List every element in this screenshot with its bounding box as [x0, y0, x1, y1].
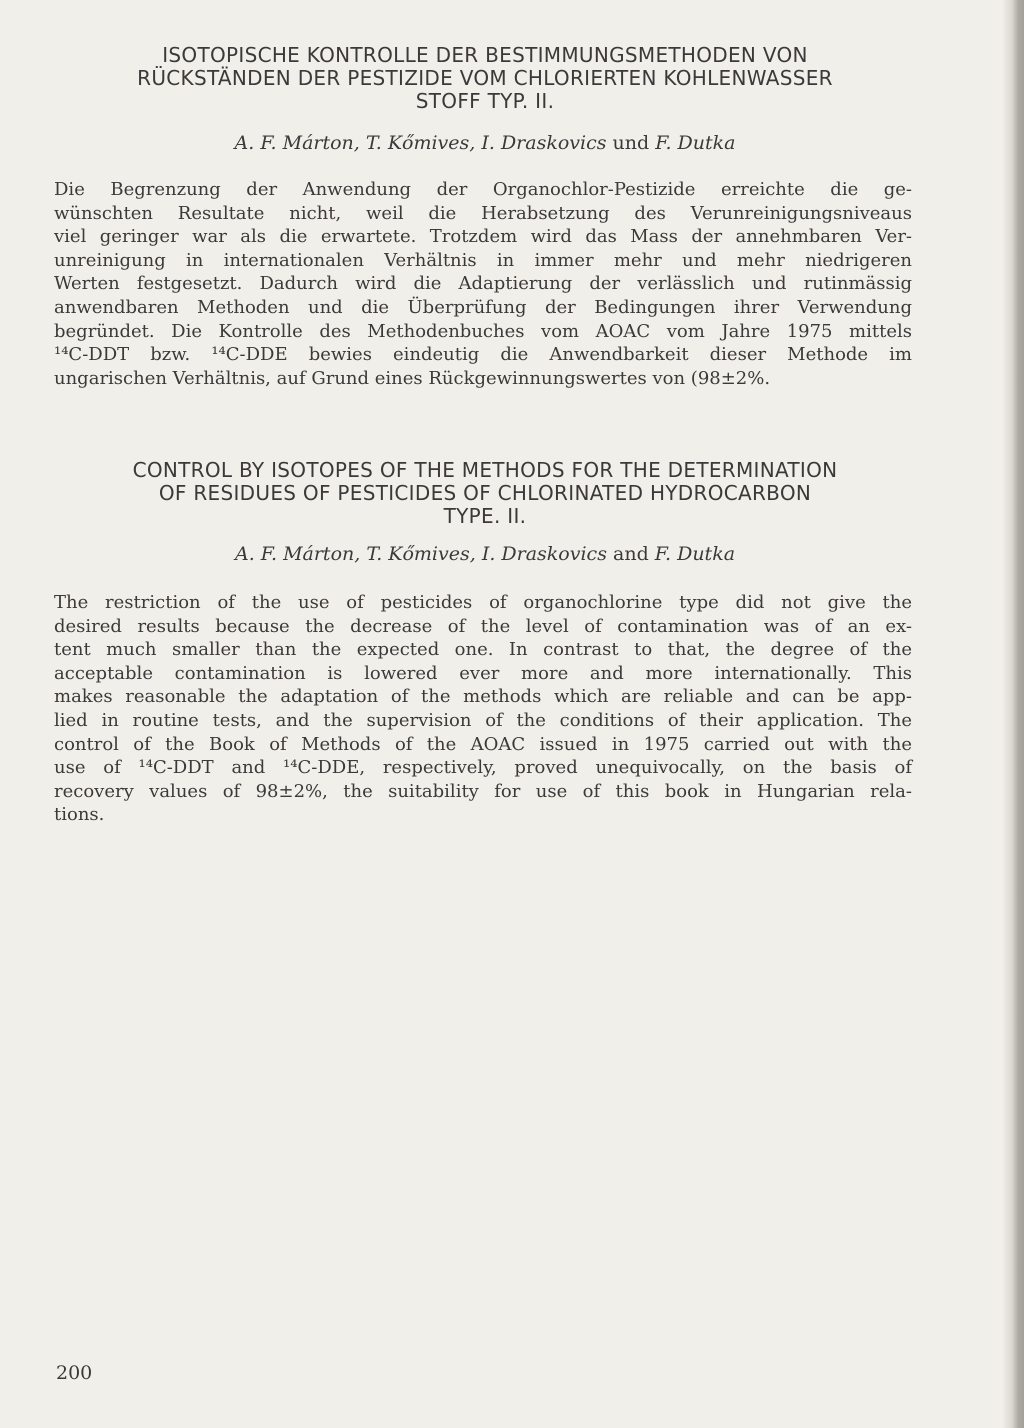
english-title	[50, 459, 920, 528]
german-abstract-line: unreinigung in internationalen Verhältnis in immer mehr und mehr niedrigeren	[54, 249, 912, 271]
page-edge-shadow	[1002, 0, 1024, 1428]
german-abstract-line: Werten festgesetzt. Dadurch wird die Adaptierung der verlässlich und rutinmässig	[54, 273, 912, 295]
english-author-joiner: and	[613, 543, 655, 565]
english-abstract-line: The restriction of the use of pesticides of organochlorine type did not give the	[54, 592, 912, 613]
english-abstract-line: makes reasonable the adaptation of the methods which are reliable and can be app-	[54, 686, 912, 708]
english-abstract-line: tions.	[54, 804, 105, 826]
german-abstract-line: wünschten Resultate nicht, weil die Herabsetzung des Verunreinigungsniveaus	[54, 202, 912, 224]
german-title	[50, 44, 920, 113]
german-abstract-line: anwendbaren Methoden und die Überprüfung der Bedingungen ihrer Verwendung	[54, 296, 912, 318]
german-author-joiner: und	[612, 132, 656, 154]
german-title-line: RÜCKSTÄNDEN DER PESTIZIDE VOM CHLORIERTEN KOHLENWASSER	[137, 66, 833, 90]
german-abstract	[54, 178, 912, 390]
english-title-line: CONTROL BY ISOTOPES OF THE METHODS FOR THE DETERMINATION	[132, 458, 838, 482]
german-abstract-line: viel geringer war als die erwartete. Trotzdem wird das Mass der annehmbaren Ver-	[54, 226, 912, 248]
german-title-line: STOFF TYP. II.	[415, 89, 555, 113]
english-title-line: OF RESIDUES OF PESTICIDES OF CHLORINATED HYDROCARBON	[158, 481, 812, 505]
english-title-line: TYPE. II.	[443, 504, 527, 528]
english-abstract-line: lied in routine tests, and the supervision of the conditions of their application. The	[54, 709, 912, 731]
english-abstract-line: control of the Book of Methods of the AOAC issued in 1975 carried out with the	[54, 733, 912, 755]
english-authors	[50, 542, 920, 566]
german-author-list: A. F. Márton, T. Kőmives, I. Draskovics	[234, 132, 607, 154]
english-abstract-line: desired results because the decrease of the level of contamination was of an ex-	[54, 615, 912, 637]
english-last-author: F. Dutka	[654, 543, 736, 565]
english-author-list: A. F. Márton, T. Kőmives, I. Draskovics	[234, 543, 607, 565]
german-authors	[50, 131, 920, 155]
german-last-author: F. Dutka	[655, 132, 736, 154]
german-abstract-line: ungarischen Verhältnis, auf Grund eines Rückgewinnungswertes von (98±2%.	[54, 367, 771, 389]
english-abstract-line: recovery values of 98±2%, the suitability for use of this book in Hungarian rela-	[54, 780, 912, 802]
german-title-line: ISOTOPISCHE KONTROLLE DER BESTIMMUNGSMETHODEN VON	[162, 43, 808, 67]
english-abstract-line: acceptable contamination is lowered ever more and more internationally. This	[54, 662, 912, 684]
english-abstract	[54, 591, 912, 827]
german-abstract-line: Die Begrenzung der Anwendung der Organochlor-Pestizide erreichte die ge-	[54, 179, 912, 200]
english-abstract-line: use of ¹⁴C-DDT and ¹⁴C-DDE, respectively, proved unequivocally, on the basis of	[54, 757, 912, 779]
english-abstract-line: tent much smaller than the expected one. In contrast to that, the degree of the	[54, 639, 912, 661]
german-abstract-line: begründet. Die Kontrolle des Methodenbuches vom AOAC vom Jahre 1975 mittels	[54, 320, 912, 342]
page-number: 200	[56, 1362, 93, 1384]
german-abstract-line: ¹⁴C-DDT bzw. ¹⁴C-DDE bewies eindeutig die Anwendbarkeit dieser Methode im	[54, 344, 912, 366]
